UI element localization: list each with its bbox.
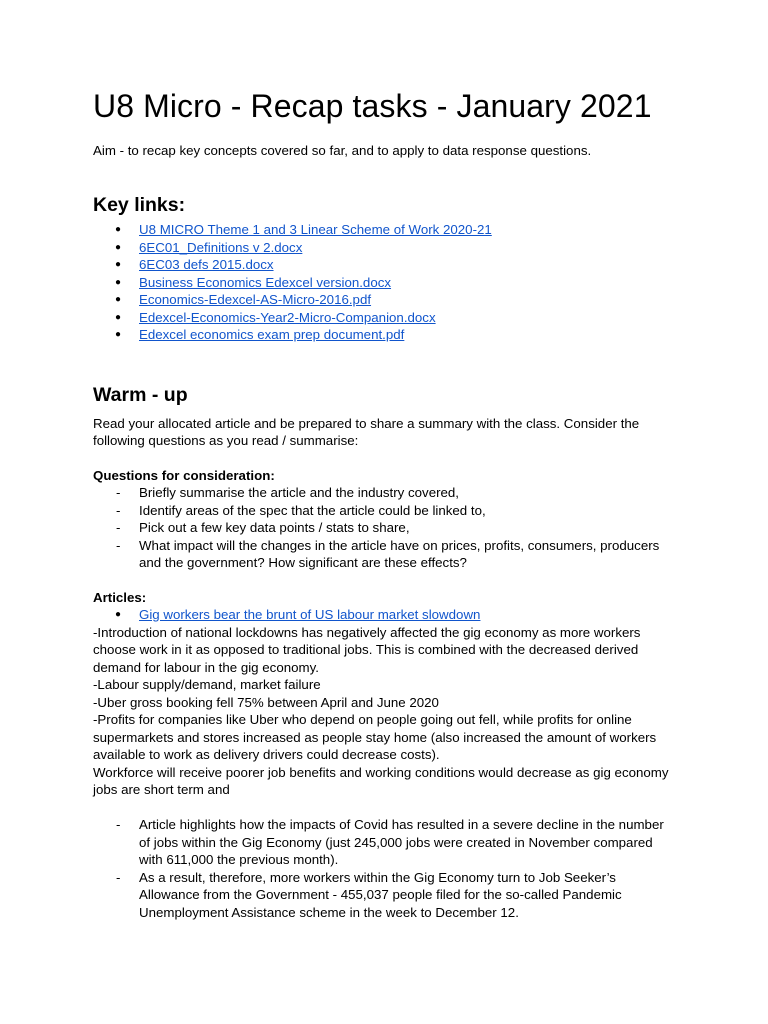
list-item xyxy=(93,519,675,537)
question-text: Identify areas of the spec that the article could be linked to, xyxy=(139,502,486,518)
list-item xyxy=(93,869,675,922)
bullet-icon: ● xyxy=(115,609,122,620)
warm-up-heading: Warm - up xyxy=(93,383,188,406)
list-item xyxy=(93,274,675,292)
list-item xyxy=(93,484,675,502)
bullet-icon: ● xyxy=(115,276,122,288)
blank-line xyxy=(93,799,675,817)
key-links-heading: Key links: xyxy=(93,194,186,216)
dash-icon: - xyxy=(116,502,121,518)
dash-icon: - xyxy=(116,485,121,500)
note-paragraph: -Labour supply/demand, market failure xyxy=(93,677,321,692)
link-exam-prep[interactable]: Edexcel economics exam prep document.pdf xyxy=(139,327,405,342)
point-text: As a result, therefore, more workers within the Gig Economy turn to Job Seeker’s Allowance from the Government - 455,037 people filed for the so-called Pandemic Unemployment Assistance scheme in the week to December 12. xyxy=(139,869,622,920)
bullet-icon: ● xyxy=(115,241,122,253)
questions-list xyxy=(93,484,675,572)
dash-icon: - xyxy=(116,817,121,832)
note-paragraph: -Uber gross booking fell 75% between April and June 2020 xyxy=(93,694,439,710)
list-item xyxy=(93,256,675,274)
list-item xyxy=(93,291,675,309)
article-link-gig-workers[interactable]: Gig workers bear the brunt of US labour market slowdown xyxy=(139,607,481,622)
warm-up-intro: Read your allocated article and be prepared to share a summary with the class. Consider the following questions as you read / summarise: xyxy=(93,415,640,448)
bullet-icon: ● xyxy=(115,311,122,323)
aim-text: Aim - to recap key concepts covered so far, and to apply to data response questions. xyxy=(93,143,592,158)
list-item xyxy=(93,309,675,327)
list-item xyxy=(93,537,675,572)
key-links-list xyxy=(93,221,675,344)
link-6ec03-defs[interactable]: 6EC03 defs 2015.docx xyxy=(139,257,274,272)
bullet-icon: ● xyxy=(115,224,122,235)
link-6ec01-definitions[interactable]: 6EC01_Definitions v 2.docx xyxy=(139,239,303,255)
list-item xyxy=(93,502,675,520)
list-item xyxy=(93,606,675,624)
question-text: Briefly summarise the article and the industry covered, xyxy=(139,485,460,500)
dash-icon: - xyxy=(116,537,121,553)
bullet-icon: ● xyxy=(115,329,122,340)
link-as-micro-2016[interactable]: Economics-Edexcel-AS-Micro-2016.pdf xyxy=(139,292,372,307)
points-list xyxy=(93,816,675,921)
questions-heading: Questions for consideration: xyxy=(93,467,275,483)
link-business-economics[interactable]: Business Economics Edexcel version.docx xyxy=(139,274,392,290)
list-item xyxy=(93,326,675,344)
articles-list xyxy=(93,606,675,624)
document-title: U8 Micro - Recap tasks - January 2021 xyxy=(93,88,652,124)
dash-icon: - xyxy=(116,869,121,885)
dash-icon: - xyxy=(116,520,121,535)
articles-heading: Articles: xyxy=(93,589,147,605)
link-scheme-of-work[interactable]: U8 MICRO Theme 1 and 3 Linear Scheme of Work 2020-21 xyxy=(139,222,492,237)
question-text: What impact will the changes in the article have on prices, profits, consumers, producers and the government? How significant are these effects? xyxy=(139,537,660,570)
note-paragraph: -Introduction of national lockdowns has negatively affected the gig economy as more workers choose work in it as opposed to traditional jobs. This is combined with the decreased derived demand for labour in the gig economy. xyxy=(93,624,641,675)
bullet-icon: ● xyxy=(115,294,122,305)
note-paragraph: -Profits for companies like Uber who depend on people going out fell, while profits for online supermarkets and stores increased as people stay home (also increased the amount of workers available to work as delivery drivers could decrease costs). xyxy=(93,712,657,762)
list-item xyxy=(93,816,675,869)
note-paragraph: Workforce will receive poorer job benefits and working conditions would decrease as gig economy jobs are short term and xyxy=(93,764,669,797)
question-text: Pick out a few key data points / stats to share, xyxy=(139,520,410,535)
point-text: Article highlights how the impacts of Covid has resulted in a severe decline in the number of jobs within the Gig Economy (just 245,000 jobs were created in November compared with 611,000 the previous month). xyxy=(139,817,664,867)
link-year2-micro-companion[interactable]: Edexcel-Economics-Year2-Micro-Companion.docx xyxy=(139,309,436,325)
list-item xyxy=(93,239,675,257)
list-item xyxy=(93,221,675,239)
bullet-icon: ● xyxy=(115,259,122,270)
